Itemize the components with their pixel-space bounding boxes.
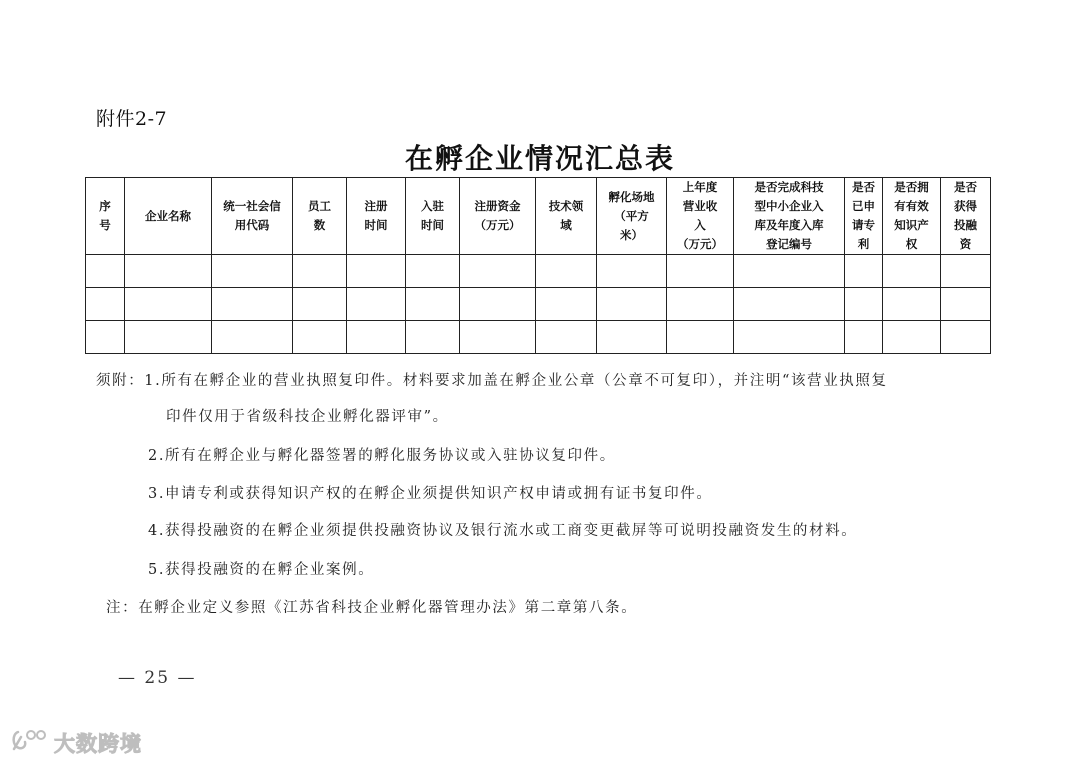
table-cell	[293, 321, 347, 354]
col-header-employees: 员工 数	[293, 178, 347, 255]
watermark-text: 大数跨境	[54, 732, 142, 756]
col-header-index: 序 号	[86, 178, 125, 255]
table-cell	[347, 255, 406, 288]
table-cell	[125, 288, 212, 321]
note-5: 5.获得投融资的在孵企业案例。	[148, 562, 375, 578]
table-cell	[667, 255, 734, 288]
table-cell	[125, 255, 212, 288]
col-header-entry-date: 入驻 时间	[406, 178, 460, 255]
note-3: 3.申请专利或获得知识产权的在孵企业须提供知识产权申请或拥有证书复印件。	[148, 486, 713, 502]
col-header-credit-code: 统一社会信 用代码	[212, 178, 293, 255]
table-cell	[536, 288, 597, 321]
table-header-row	[86, 178, 991, 255]
table-cell	[86, 288, 125, 321]
table-cell	[86, 321, 125, 354]
col-header-patent-applied: 是否 已申 请专 利	[845, 178, 883, 255]
table-cell	[460, 255, 536, 288]
summary-table	[85, 177, 991, 354]
brand-logo-icon	[10, 728, 48, 758]
table-cell	[597, 255, 667, 288]
table-cell	[406, 255, 460, 288]
table-cell	[597, 288, 667, 321]
table-cell	[597, 321, 667, 354]
table-cell	[212, 288, 293, 321]
table-cell	[941, 288, 991, 321]
table-cell	[406, 321, 460, 354]
table-cell	[883, 288, 941, 321]
table-cell	[212, 255, 293, 288]
col-header-registration-date: 注册 时间	[347, 178, 406, 255]
table-cell	[667, 288, 734, 321]
footnote: 注：在孵企业定义参照《江苏省科技企业孵化器管理办法》第二章第八条。	[106, 600, 638, 616]
col-header-ip-owned: 是否拥 有有效 知识产 权	[883, 178, 941, 255]
note-1-line-1: 须附：1.所有在孵企业的营业执照复印件。材料要求加盖在孵企业公章（公章不可复印），并注明“该营业执照复	[96, 373, 888, 389]
table-cell	[86, 255, 125, 288]
watermark	[10, 728, 142, 758]
table-cell	[460, 321, 536, 354]
table-cell	[347, 288, 406, 321]
table-cell	[734, 288, 845, 321]
col-header-tech-field: 技术领 域	[536, 178, 597, 255]
table-cell	[406, 288, 460, 321]
col-header-last-year-revenue: 上年度 营业收 入 （万元）	[667, 178, 734, 255]
table-cell	[293, 255, 347, 288]
table-cell	[667, 321, 734, 354]
col-header-incubation-area: 孵化场地 （平方 米）	[597, 178, 667, 255]
table-cell	[734, 255, 845, 288]
table-cell	[536, 321, 597, 354]
table-cell	[293, 288, 347, 321]
table-cell	[941, 321, 991, 354]
table-cell	[845, 255, 883, 288]
page-title: 在孵企业情况汇总表	[404, 142, 675, 175]
table-cell	[941, 255, 991, 288]
table-cell	[845, 288, 883, 321]
table-row	[86, 255, 991, 288]
table-cell	[883, 321, 941, 354]
table-cell	[125, 321, 212, 354]
table-cell	[347, 321, 406, 354]
col-header-registered-capital: 注册资金 （万元）	[460, 178, 536, 255]
col-header-sme-registration: 是否完成科技 型中小企业入 库及年度入库 登记编号	[734, 178, 845, 255]
note-1-line-2: 印件仅用于省级科技企业孵化器评审”。	[166, 409, 449, 425]
table-cell	[212, 321, 293, 354]
table-cell	[734, 321, 845, 354]
page-number: — 25 —	[118, 668, 197, 688]
table-row	[86, 321, 991, 354]
table-cell	[883, 255, 941, 288]
table-row	[86, 288, 991, 321]
note-2: 2.所有在孵企业与孵化器签署的孵化服务协议或入驻协议复印件。	[148, 448, 616, 464]
col-header-company-name: 企业名称	[125, 178, 212, 255]
note-4: 4.获得投融资的在孵企业须提供投融资协议及银行流水或工商变更截屏等可说明投融资发生的材料。	[148, 523, 858, 539]
table-cell	[460, 288, 536, 321]
attachment-label: 附件2-7	[96, 108, 168, 130]
table-cell	[845, 321, 883, 354]
table-cell	[536, 255, 597, 288]
col-header-investment: 是否 获得 投融 资	[941, 178, 991, 255]
